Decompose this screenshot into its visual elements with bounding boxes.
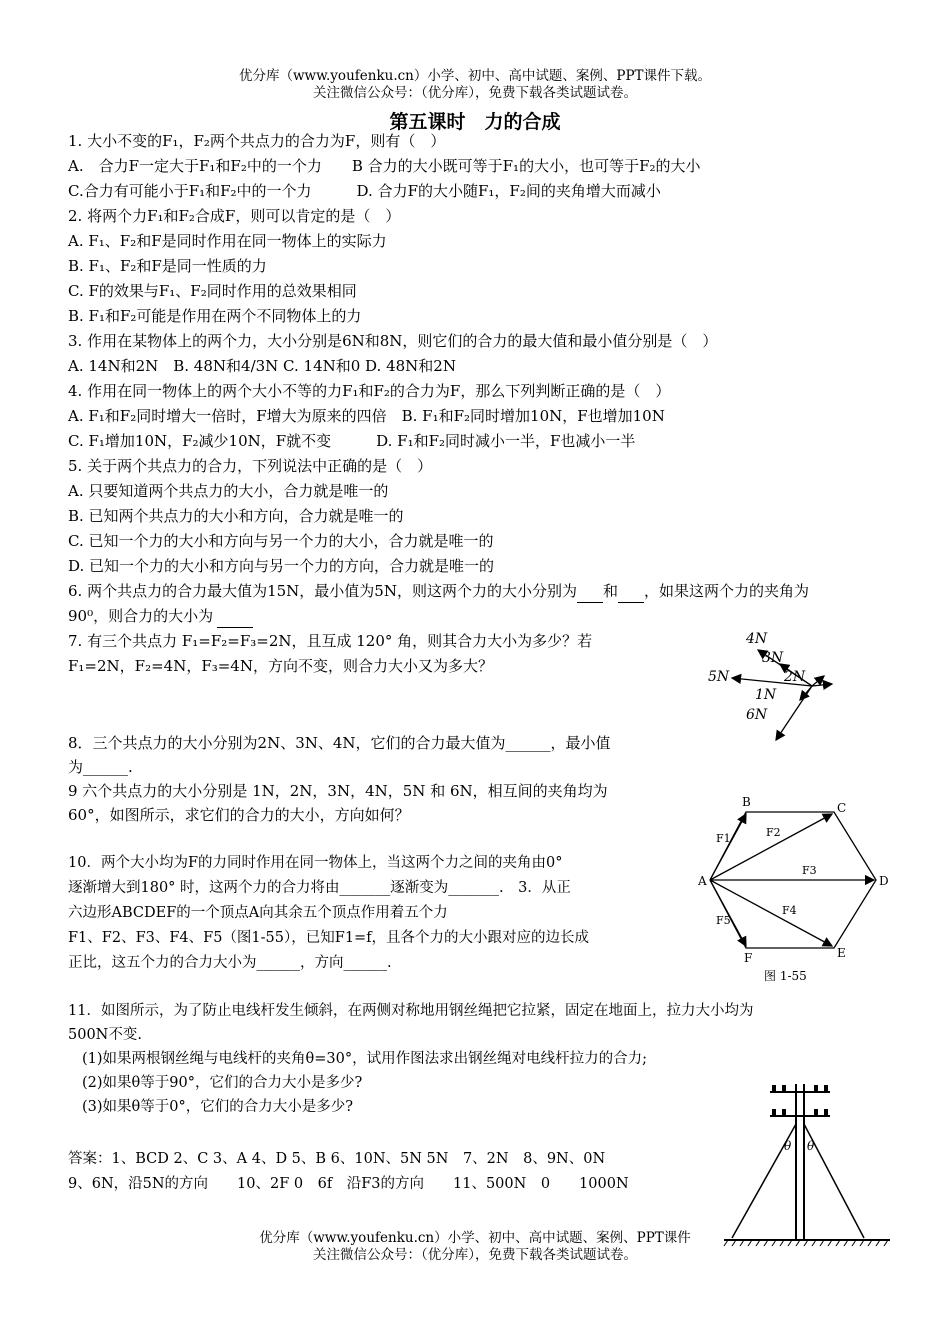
label-f5: F5 — [716, 914, 731, 927]
label-f2: F2 — [766, 826, 781, 839]
question-1-options-cd: C.合力有可能小于F₁和F₂中的一个力 D. 合力F的大小随F₁，F₂间的夹角增大而减小 — [68, 182, 661, 200]
answer-blank[interactable] — [217, 605, 253, 628]
question-6-text-b: 和 — [602, 582, 618, 600]
utility-pole-figure — [720, 1080, 895, 1250]
question-10-line-1: 10．两个大小均为F的力同时作用在同一物体上，当这两个力之间的夹角由0° — [68, 855, 563, 871]
question-6-line-1 — [68, 580, 809, 603]
question-10-line-5: 正比，这五个力的合力大小为______，方向______. — [68, 955, 392, 971]
label-4n: 4N — [746, 631, 768, 647]
footer-line-2: 关注微信公众号：（优分库），免费下载各类试题试卷。 — [313, 1247, 637, 1263]
question-10-line-3: 六边形ABCDEF的一个顶点A向其余五个顶点作用着五个力 — [68, 905, 448, 921]
question-5-option-a: A. 只要知道两个共点力的大小，合力就是唯一的 — [68, 482, 389, 500]
question-7-line-1: 7. 有三个共点力 F₁=F₂=F₃=2N，且互成 120° 角，则其合力大小为多少？若 — [68, 632, 593, 650]
question-11-part-1: (1)如果两根钢丝绳与电线杆的夹角θ=30°，试用作图法求出钢丝绳对电线杆拉力的合力; — [82, 1051, 648, 1067]
question-11-line-1: 11．如图所示，为了防止电线杆发生倾斜，在两侧对称地用钢丝绳把它拉紧，固定在地面上，拉力大小均为 — [68, 1003, 754, 1019]
question-7-line-2: F₁=2N，F₂=4N，F₃=4N，方向不变，则合力大小又为多大？ — [68, 657, 493, 675]
question-3-options: A. 14N和2N B. 48N和4/3N C. 14N和0 D. 48N和2N — [68, 357, 456, 375]
question-6-text-c: ，如果这两个力的夹角为 — [643, 582, 809, 600]
question-8-line-2: 为______. — [68, 758, 133, 776]
hexagon-figure — [694, 790, 894, 990]
question-6-text-a: 6. 两个共点力的合力最大值为15N，最小值为5N，则这两个力的大小分别为 — [68, 582, 577, 600]
question-2: 2. 将两个力F₁和F₂合成F，则可以肯定的是（ ） — [68, 207, 401, 225]
insulators — [772, 1085, 828, 1116]
vertex-c: C — [837, 801, 847, 815]
label-3n: 3N — [762, 650, 784, 666]
question-11-part-2: (2)如果θ等于90°，它们的合力大小是多少? — [82, 1075, 363, 1091]
label-f3: F3 — [802, 864, 817, 877]
page-title: 第五课时 力的合成 — [389, 111, 561, 133]
question-5-option-b: B. 已知两个共点力的大小和方向，合力就是唯一的 — [68, 507, 404, 525]
question-2-option-d: B. F₁和F₂可能是作用在两个不同物体上的力 — [68, 307, 362, 325]
question-6-text-d: 90⁰，则合力的大小为 — [68, 607, 214, 625]
label-6n: 6N — [746, 707, 768, 723]
question-9-line-2: 60°，如图所示，求它们的合力的大小，方向如何？ — [68, 806, 410, 824]
answer-blank[interactable] — [577, 580, 603, 603]
question-1: 1. 大小不变的F₁，F₂两个共点力的合力为F，则有（ ） — [68, 132, 446, 150]
footer-line-1: 优分库（www.youfenku.cn）小学、初中、高中试题、案例、PPT课件 — [259, 1230, 691, 1246]
header-line-2: 关注微信公众号：（优分库），免费下载各类试题试卷。 — [313, 85, 637, 101]
answer-blank[interactable] — [618, 580, 644, 603]
vertex-a: A — [698, 874, 707, 888]
force-star-diagram — [700, 628, 850, 748]
question-9-line-1: 9 六个共点力的大小分别是 1N，2N，3N，4N，5N 和 6N，相互间的夹角均为 — [68, 782, 608, 800]
question-3: 3. 作用在某物体上的两个力，大小分别是6N和8N，则它们的合力的最大值和最小值分别是（ ） — [68, 332, 718, 350]
question-11-line-2: 500N不变. — [68, 1027, 142, 1043]
vertex-d: D — [879, 874, 889, 888]
question-5: 5. 关于两个共点力的合力，下列说法中正确的是（ ） — [68, 457, 433, 475]
answers-line-2: 9、6N，沿5N的方向 10、2F 0 6f 沿F3的方向 11、500N 0 1000N — [68, 1176, 629, 1192]
answers-line-1: 答案：1、BCD 2、C 3、A 4、D 5、B 6、10N、5N 5N 7、2N 8、9N、0N — [68, 1151, 606, 1167]
question-4-options-cd: C. F₁增加10N，F₂减少10N，F就不变 D. F₁和F₂同时减小一半，F也减小一半 — [68, 432, 636, 450]
theta-left: θ — [784, 1139, 792, 1153]
figure-caption: 图 1-55 — [764, 969, 807, 983]
label-5n: 5N — [708, 669, 730, 685]
question-2-option-a: A. F₁、F₂和F是同时作用在同一物体上的实际力 — [68, 232, 387, 250]
question-10-line-4: F1、F2、F3、F4、F5（图1-55），已知F1=f，且各个力的大小跟对应的边长成 — [68, 930, 590, 946]
question-4-options-ab: A. F₁和F₂同时增大一倍时，F增大为原来的四倍 B. F₁和F₂同时增加10N，F也增加10N — [68, 407, 665, 425]
question-2-option-c: C. F的效果与F₁、F₂同时作用的总效果相同 — [68, 282, 357, 300]
question-2-option-b: B. F₁、F₂和F是同一性质的力 — [68, 257, 267, 275]
question-4: 4. 作用在同一物体上的两个大小不等的力F₁和F₂的合力为F，那么下列判断正确的是（ ） — [68, 382, 671, 400]
question-8-line-1: 8．三个共点力的大小分别为2N、3N、4N，它们的合力最大值为______，最小值 — [68, 734, 611, 752]
vertex-f: F — [744, 951, 753, 965]
force-arrow-6n — [776, 686, 812, 740]
force-arrow-short — [800, 686, 812, 700]
question-5-option-d: D. 已知一个力的大小和方向与另一个力的方向，合力就是唯一的 — [68, 557, 495, 575]
theta-right: θ — [807, 1139, 815, 1153]
vertex-b: B — [742, 795, 751, 809]
label-2n: 2N — [784, 669, 806, 685]
label-f1: F1 — [716, 832, 731, 845]
question-6-line-2 — [68, 605, 253, 628]
question-10-line-2: 逐渐增大到180° 时，这两个力的合力将由_______逐渐变为_______. 3．从正 — [68, 880, 571, 896]
question-5-option-c: C. 已知一个力的大小和方向与另一个力的大小，合力就是唯一的 — [68, 532, 494, 550]
question-11-part-3: (3)如果θ等于0°，它们的合力大小是多少? — [82, 1099, 354, 1115]
header-line-1: 优分库（www.youfenku.cn）小学、初中、高中试题、案例、PPT课件下载。 — [238, 68, 712, 84]
vertex-e: E — [837, 946, 846, 960]
question-1-options-ab: A. 合力F一定大于F₁和F₂中的一个力 B 合力的大小既可等于F₁的大小，也可等于F₂的大小 — [68, 157, 701, 175]
label-f4: F4 — [782, 904, 797, 917]
label-1n: 1N — [755, 687, 777, 703]
